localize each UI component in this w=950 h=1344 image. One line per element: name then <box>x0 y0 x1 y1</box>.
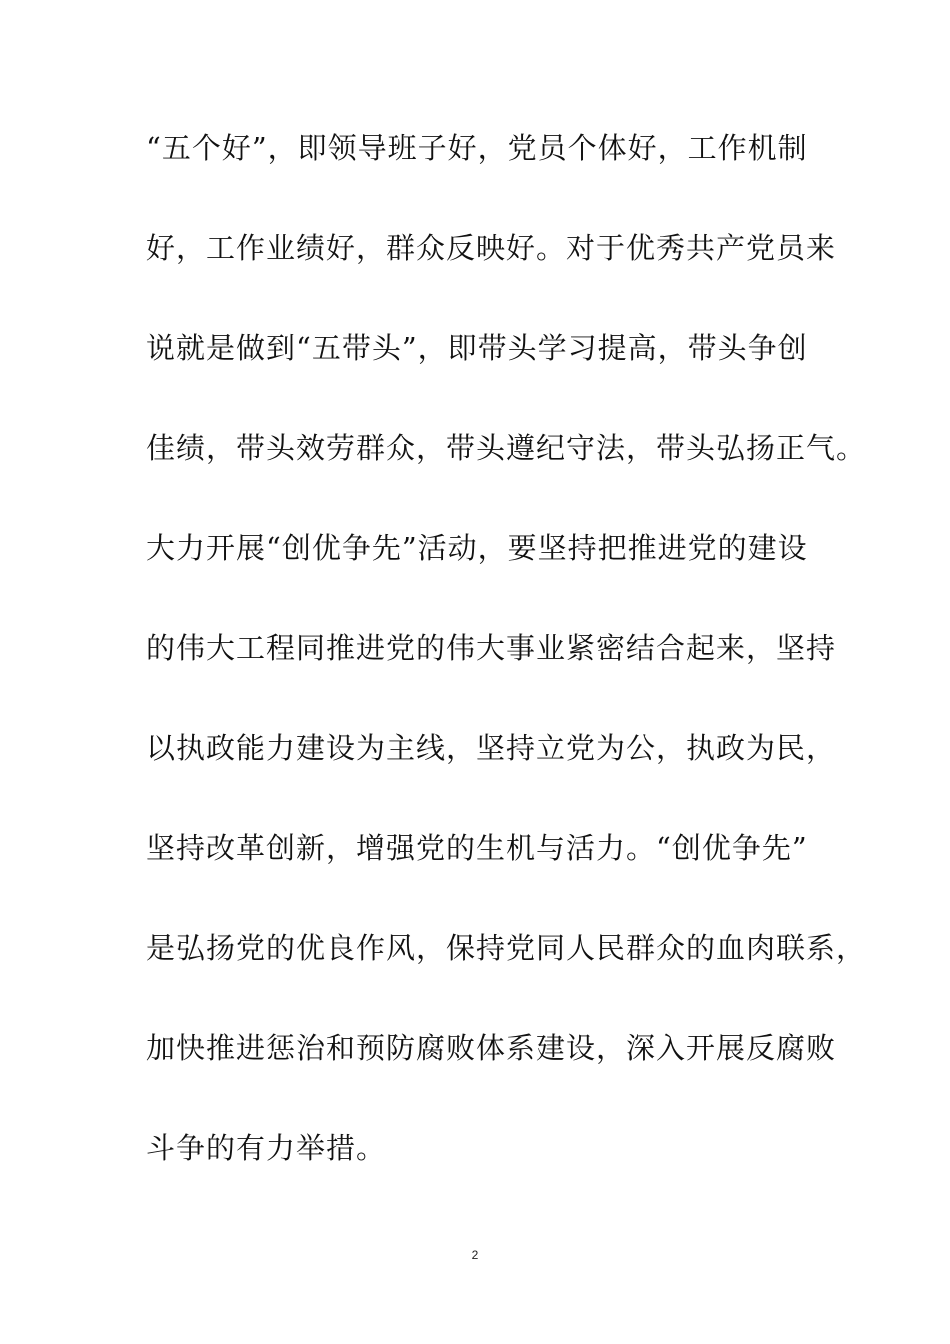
text-line: 佳绩，带头效劳群众，带头遵纪守法，带头弘扬正气。 <box>146 431 867 465</box>
text-line: 大力开展“创优争先”活动，要坚持把推进党的建设 <box>146 531 808 565</box>
text-line: 好，工作业绩好，群众反映好。对于优秀共产党员来 <box>146 231 837 265</box>
text-line: 加快推进惩治和预防腐败体系建设，深入开展反腐败 <box>146 1031 837 1065</box>
text-line: 坚持改革创新，增强党的生机与活力。“创优争先” <box>146 831 808 865</box>
text-line: 说就是做到“五带头”，即带头学习提高，带头争创 <box>146 331 808 365</box>
text-line: “五个好”，即领导班子好，党员个体好，工作机制 <box>146 131 808 165</box>
text-line: 以执政能力建设为主线，坚持立党为公，执政为民， <box>146 731 837 765</box>
page-number: 2 <box>471 1248 479 1262</box>
text-line: 斗争的有力举措。 <box>146 1131 387 1165</box>
body-text <box>146 128 867 1228</box>
text-line: 是弘扬党的优良作风，保持党同人民群众的血肉联系， <box>146 931 867 965</box>
text-line: 的伟大工程同推进党的伟大事业紧密结合起来，坚持 <box>146 631 837 665</box>
